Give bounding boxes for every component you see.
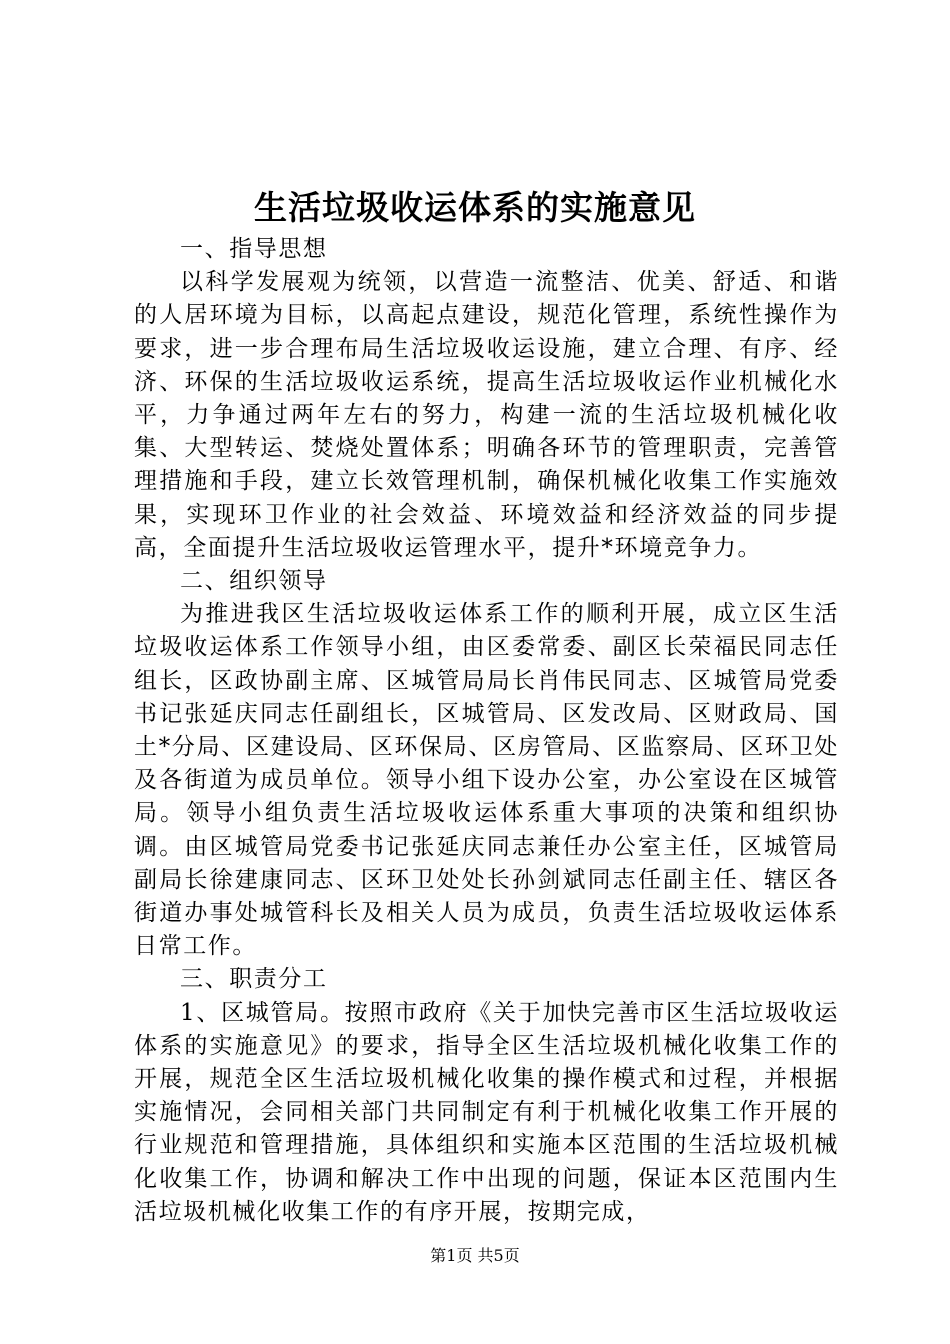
section-heading: 一、指导思想 [180,236,328,262]
document-title: 生活垃圾收运体系的实施意见 [254,188,696,227]
paragraph: 以科学发展观为统领，以营造一流整洁、优美、舒适、和谐的人居环境为目标，以高起点建设，规范化管理，系统性操作为要求，进一步合理布局生活垃圾收运设施，建立合理、有序、经济、环保的生活垃圾收运系统，提高生活垃圾收运作业机械化水平，力争通过两年左右的努力，构建一流的生活垃圾机械化收集、大型转运、焚烧处置体系；明确各环节的管理职责，完善管理措施和手段，建立长效管理机制，确保机械化收集工作实施效果，实现环卫作业的社会效益、环境效益和经济效益的同步提高，全面提升生活垃圾收运管理水平，提升*环境竞争力。 [134,269,839,561]
page-footer: 第1页 共5页 [430,1246,520,1265]
paragraph: 1、区城管局。按照市政府《关于加快完善市区生活垃圾收运体系的实施意见》的要求，指导全区生活垃圾机械化收集工作的开展，规范全区生活垃圾机械化收集的操作模式和过程，并根据实施情况，会同相关部门共同制定有利于机械化收集工作开展的行业规范和管理措施，具体组织和实施本区范围的生活垃圾机械化收集工作，协调和解决工作中出现的问题，保证本区范围内生活垃圾机械化收集工作的有序开展，按期完成， [134,999,839,1225]
document-body [134,233,839,1229]
section-heading: 二、组织领导 [180,568,328,595]
section-heading: 三、职责分工 [180,966,328,993]
paragraph: 为推进我区生活垃圾收运体系工作的顺利开展，成立区生活垃圾收运体系工作领导小组，由区委常委、副区长荣福民同志任组长，区政协副主席、区城管局局长肖伟民同志、区城管局党委书记张延庆同志任副组长，区城管局、区发改局、区财政局、国土*分局、区建设局、区环保局、区房管局、区监察局、区环卫处及各街道为成员单位。领导小组下设办公室，办公室设在区城管局。领导小组负责生活垃圾收运体系重大事项的决策和组织协调。由区城管局党委书记张延庆同志兼任办公室主任，区城管局副局长徐建康同志、区环卫处处长孙剑斌同志任副主任、辖区各街道办事处城管科长及相关人员为成员，负责生活垃圾收运体系日常工作。 [134,601,839,960]
